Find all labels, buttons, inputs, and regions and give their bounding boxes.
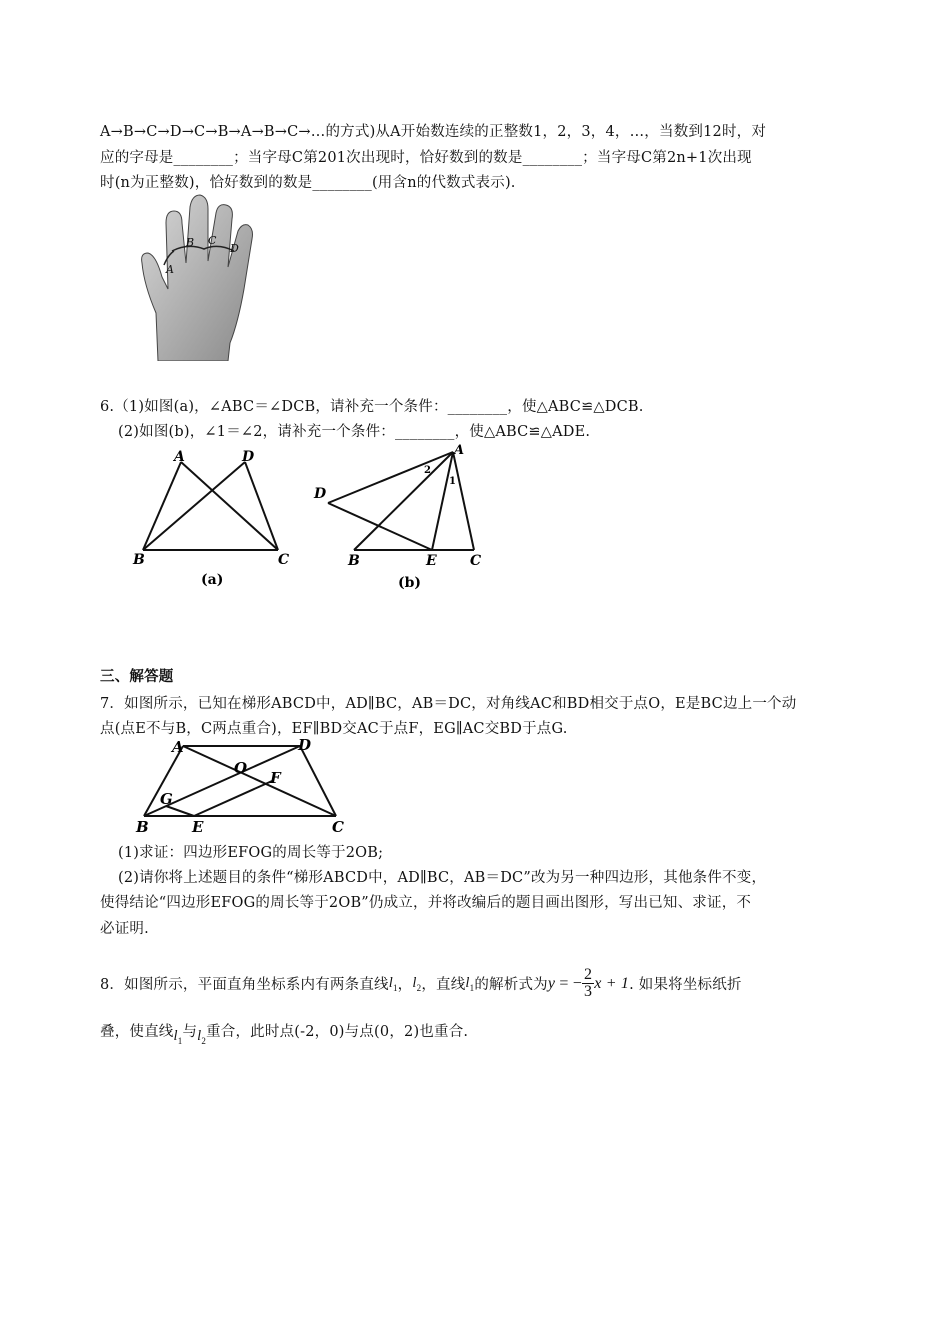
fig-a-label-d: D [242, 449, 255, 465]
q8-l1-a-sub: 1 [392, 982, 398, 993]
q5-line-3: 时(n为正整数)，恰好数到的数是________(用含n的代数式表示). [100, 175, 516, 191]
fig-b-label-2: 2 [424, 465, 431, 476]
q8-mid: ，直线 [421, 977, 466, 993]
figure-a [128, 446, 298, 596]
q8-prefix: 8．如图所示，平面直角坐标系内有两条直线 [100, 977, 389, 993]
q6-line-1: 6.（1)如图(a)，∠ABC＝∠DCB，请补充一个条件：________，使△ABC≌△DCB. [100, 399, 644, 415]
q8-l2-b [197, 1028, 206, 1046]
hand-label-b: B [186, 236, 195, 249]
trap-label-d: D [298, 736, 312, 754]
fig-b-label-e: E [426, 553, 437, 569]
figure-b [310, 440, 495, 595]
q8-y: y [547, 974, 556, 992]
fig-b-label-d: D [314, 486, 327, 502]
fig-a-label-a: A [174, 449, 185, 465]
q8-l2-b-symbol: l [197, 1027, 202, 1044]
q8-l1-c-symbol: l [173, 1027, 178, 1044]
hand-label-c: C [208, 234, 217, 247]
q6-line-2: (2)如图(b)，∠1＝∠2，请补充一个条件：________，使△ABC≌△ADE. [118, 424, 591, 440]
q7-part-1: (1)求证：四边形EFOG的周长等于2OB; [118, 845, 384, 861]
q8-with: 与 [182, 1024, 198, 1040]
q8-l2-a [412, 975, 421, 993]
fig-a-caption: (a) [201, 572, 224, 588]
hand-shape [142, 195, 253, 361]
trap-label-g: G [160, 790, 173, 808]
q8-fraction [582, 967, 594, 1000]
trap-label-a: A [172, 738, 184, 756]
q5-line-1: A→B→C→D→C→B→A→B→C→…的方式)从A开始数连续的正整数1，2，3，4，…，当数到12时，对 [100, 124, 767, 140]
trap-label-f: F [270, 769, 281, 787]
q5-line-2: 应的字母是________；当字母C第201次出现时，恰好数到的数是________；当字母C第2n+1次出现 [100, 150, 752, 166]
section-3-heading: 三、解答题 [100, 669, 174, 685]
q7-part-2a: (2)请你将上述题目的条件“梯形ABCD中，AD∥BC，AB＝DC”改为另一种四边形，其他条件不变， [118, 870, 767, 886]
q8-eq: = − [555, 974, 583, 992]
trap-label-b: B [136, 818, 149, 836]
q8-formula [548, 967, 629, 1000]
hand-figure [138, 193, 258, 361]
q8-suffix-1: . 如果将坐标纸折 [629, 977, 742, 993]
trap-label-o: O [234, 759, 248, 777]
q8-comma: ， [397, 977, 413, 993]
q8-line2-post: 重合，此时点(-2，0)与点(0，2)也重合. [206, 1024, 469, 1040]
q8-l1-c-sub: 1 [177, 1035, 183, 1046]
q8-l2-a-sub: 2 [416, 982, 422, 993]
q7-line-2: 点(点E不与B，C两点重合)，EF∥BD交AC于点F，EG∥AC交BD于点G. [100, 721, 568, 737]
q7-line-1: 7．如图所示，已知在梯形ABCD中，AD∥BC，AB＝DC，对角线AC和BD相交于点O，E是BC边上一个动 [100, 696, 797, 712]
fig-b-label-1: 1 [449, 476, 456, 487]
fig-b-label-c: C [470, 553, 482, 569]
q8-l2-b-sub: 2 [201, 1035, 207, 1046]
trapezoid-figure [130, 734, 355, 836]
q7-part-2b: 使得结论“四边形EFOG的周长等于2OB”仍成立，并将改编后的题目画出图形，写出已知、求证，不 [100, 895, 752, 911]
q8-line2-pre: 叠，使直线 [100, 1024, 174, 1040]
q8-formula-pre: 的解析式为 [474, 977, 548, 993]
q8-line-1 [100, 967, 742, 1000]
q8-numerator: 2 [584, 966, 593, 983]
fig-a-label-c: C [278, 552, 290, 568]
q8-l1-b-sub: 1 [469, 982, 475, 993]
q8-denominator: 3 [584, 983, 593, 1000]
q8-line-2 [100, 1020, 469, 1046]
trap-label-c: C [332, 818, 344, 836]
fig-a-label-b: B [133, 552, 145, 568]
q8-l1-b [465, 975, 474, 993]
q8-l1-a-symbol: l [388, 974, 393, 991]
q8-l2-a-symbol: l [412, 974, 417, 991]
fig-b-caption: (b) [398, 575, 422, 591]
hand-label-a: A [166, 263, 174, 276]
q8-l1-b-symbol: l [465, 974, 470, 991]
q8-l1-c [174, 1028, 183, 1046]
q8-x-tail: x + 1 [594, 974, 630, 992]
q7-part-2c: 必证明. [100, 921, 149, 937]
trap-label-e: E [192, 818, 204, 836]
q8-l1-a [389, 975, 398, 993]
fig-b-label-a: A [454, 443, 465, 458]
hand-label-d: D [230, 242, 239, 255]
fig-b-label-b: B [348, 553, 360, 569]
